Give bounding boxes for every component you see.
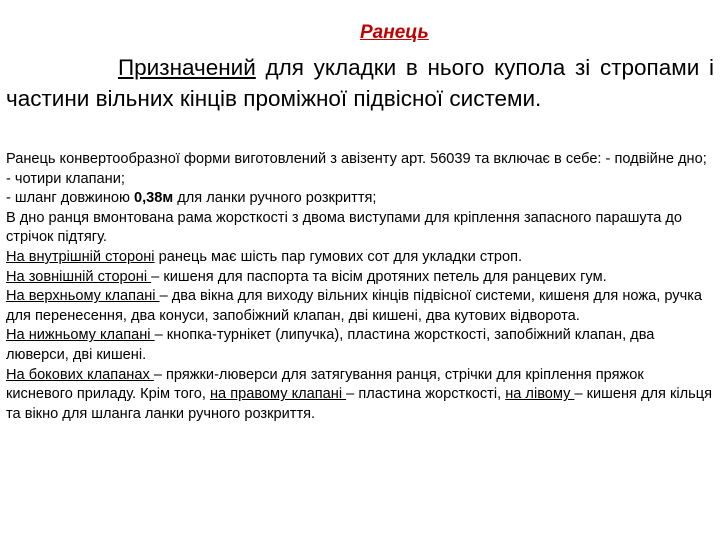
intro-underlined-word: Призначений (118, 55, 256, 80)
bottom-flap-label: На нижньому клапані (6, 327, 155, 344)
outer-side-label: На зовнішній стороні (6, 268, 152, 285)
paragraph-inner-side (6, 248, 714, 268)
side-flaps-text: – пряжки-люверси для затягування ранця, стрічки для кріплення пряжок кисневого приладу. Крім того, (6, 366, 644, 403)
hose-length: 0,38м (134, 190, 174, 207)
description-body (6, 150, 714, 424)
paragraph-construction: Ранець конвертообразної форми виготовлений з авізенту арт. 56039 та включає в себе: - подвійне дно; (6, 151, 707, 167)
paragraph-top-flap (6, 287, 714, 326)
left-flap-text: – кишеня для кільця та вікно для шланга ланки ручного розкриття. (6, 386, 712, 422)
bottom-flap-text: – кнопка-турнікет (липучка), пластина жорсткості, запобіжний клапан, два люверси, дві кишені. (6, 327, 655, 363)
right-flap-label: на правому клапані (209, 386, 347, 403)
list-item-flaps: - чотири клапани; (6, 170, 125, 187)
hose-text: - шланг довжиною (6, 190, 135, 207)
top-flap-label: На верхньому клапані (6, 288, 160, 305)
paragraph-bottom-flap (6, 326, 714, 365)
hose-text-end: для ланки ручного розкриття; (173, 190, 377, 207)
inner-side-label: На внутрішній стороні (6, 248, 155, 265)
right-flap-text: – пластина жорсткості, (346, 386, 506, 403)
left-flap-label: на лівому (505, 386, 575, 403)
intro-paragraph (6, 52, 714, 114)
intro-text: для укладки в нього купола зі стропами і частини вільних кінців проміжної підвісної системи. (6, 55, 714, 111)
side-flaps-label: На бокових клапанах (6, 366, 154, 383)
inner-side-text: ранець має шість пар гумових сот для укладки строп. (154, 248, 523, 265)
top-flap-text: – два вікна для виходу вільних кінців підвісної системи, кишеня для ножа, ручка для перенесення, два конуси, запобіжний клапан, дві кишені, два кутових відворота. (6, 288, 703, 324)
list-item-hose (6, 189, 714, 209)
paragraph-frame: В дно ранця вмонтована рама жорсткості з двома виступами для кріплення запасного парашута до стрічок підтягу. (6, 209, 683, 246)
paragraph-side-flaps (6, 366, 714, 425)
page-title: Ранець (360, 22, 429, 43)
paragraph-outer-side (6, 268, 714, 288)
outer-side-text: – кишеня для паспорта та вісім дротяних петель для ранцевих гум. (151, 268, 607, 285)
